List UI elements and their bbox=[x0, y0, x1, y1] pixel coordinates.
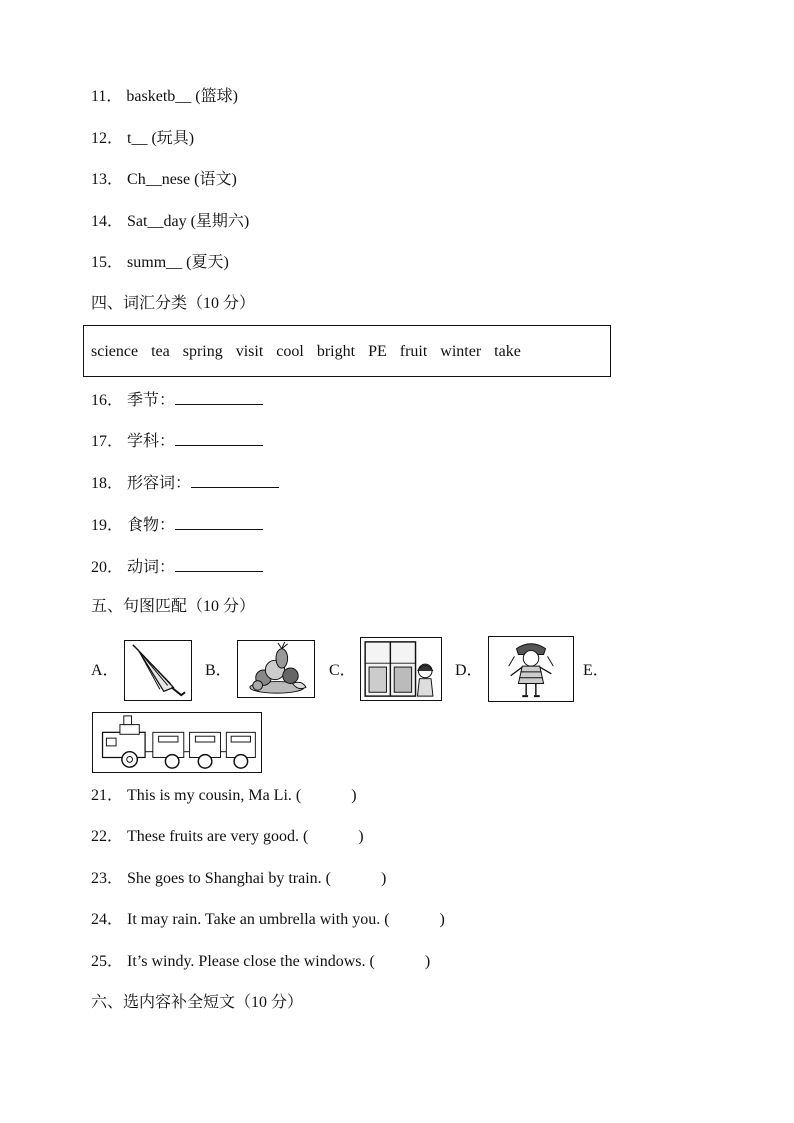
item-label: 动词： bbox=[127, 559, 176, 576]
picture-label-c: C． bbox=[329, 662, 356, 679]
picture-label-a: A． bbox=[91, 662, 119, 679]
word-bank-word: visit bbox=[235, 343, 264, 360]
item-15 bbox=[91, 253, 229, 273]
section-4-title: 四、词汇分类（10 分） bbox=[91, 295, 256, 312]
word-bank-box bbox=[83, 325, 611, 377]
item-13 bbox=[91, 170, 237, 190]
item-label: 学科： bbox=[127, 433, 176, 450]
item-12 bbox=[91, 129, 194, 149]
close-paren: ) bbox=[358, 828, 364, 845]
word-bank-word: bright bbox=[316, 343, 356, 360]
item-23 bbox=[91, 869, 386, 889]
item-22 bbox=[91, 827, 364, 847]
section-6-title: 六、选内容补全短文（10 分） bbox=[91, 994, 304, 1011]
close-paren: ) bbox=[380, 870, 387, 887]
word-bank-word: science bbox=[91, 343, 139, 360]
item-label: 食物： bbox=[127, 517, 176, 534]
section-5-title: 五、句图匹配（10 分） bbox=[91, 598, 256, 615]
item-number: 18． bbox=[91, 475, 124, 492]
answer-blank[interactable] bbox=[191, 473, 279, 488]
answer-blank[interactable] bbox=[175, 515, 263, 530]
picture-label-b: B． bbox=[205, 662, 232, 679]
item-25 bbox=[91, 952, 430, 972]
item-number: 25． bbox=[91, 953, 124, 970]
girl-cousin-icon bbox=[488, 636, 574, 702]
item-24 bbox=[91, 910, 445, 930]
item-number: 11． bbox=[91, 88, 123, 105]
item-16 bbox=[91, 390, 263, 411]
word-bank bbox=[91, 343, 534, 361]
item-14 bbox=[91, 212, 249, 232]
item-18 bbox=[91, 473, 279, 494]
item-11 bbox=[91, 87, 238, 107]
item-text: Ch__nese (语文) bbox=[127, 171, 237, 188]
item-label: 形容词： bbox=[127, 475, 192, 492]
item-number: 20． bbox=[91, 559, 124, 576]
item-number: 17． bbox=[91, 433, 124, 450]
word-bank-word: fruit bbox=[399, 343, 428, 360]
umbrella-icon bbox=[124, 640, 192, 701]
item-number: 16． bbox=[91, 392, 124, 409]
close-paren: ) bbox=[439, 911, 445, 928]
item-number: 12． bbox=[91, 130, 124, 147]
word-bank-word: spring bbox=[182, 343, 223, 360]
item-text: It’s windy. Please close the windows. ( bbox=[127, 953, 375, 970]
item-number: 14． bbox=[91, 213, 124, 230]
item-number: 21． bbox=[91, 787, 124, 804]
item-19 bbox=[91, 515, 263, 536]
answer-blank[interactable] bbox=[175, 390, 263, 405]
picture-label-d: D． bbox=[455, 662, 483, 679]
item-text: She goes to Shanghai by train. ( bbox=[127, 870, 331, 887]
close-paren: ) bbox=[351, 787, 357, 804]
word-bank-word: cool bbox=[276, 343, 304, 360]
item-number: 13． bbox=[91, 171, 124, 188]
train-icon bbox=[92, 712, 262, 773]
fruit-basket-icon bbox=[237, 640, 315, 698]
picture-label-e: E． bbox=[583, 662, 609, 679]
item-20 bbox=[91, 557, 263, 578]
word-bank-word: take bbox=[494, 343, 521, 360]
item-text: It may rain. Take an umbrella with you. ( bbox=[127, 911, 390, 928]
answer-blank[interactable] bbox=[175, 557, 263, 572]
item-number: 22． bbox=[91, 828, 124, 845]
item-number: 23． bbox=[91, 870, 124, 887]
item-label: 季节： bbox=[127, 392, 176, 409]
item-21 bbox=[91, 786, 357, 806]
word-bank-word: winter bbox=[440, 343, 482, 360]
item-17 bbox=[91, 431, 263, 452]
item-number: 19． bbox=[91, 517, 124, 534]
item-text: This is my cousin, Ma Li. ( bbox=[127, 787, 302, 804]
word-bank-word: PE bbox=[368, 343, 387, 360]
item-text: basketb__ (篮球) bbox=[126, 88, 238, 105]
close-paren: ) bbox=[424, 953, 431, 970]
answer-blank[interactable] bbox=[175, 431, 263, 446]
item-text: Sat__day (星期六) bbox=[127, 213, 250, 230]
item-text: These fruits are very good. ( bbox=[127, 828, 309, 845]
item-text: summ__ (夏天) bbox=[127, 254, 229, 271]
window-girl-icon bbox=[360, 637, 442, 701]
item-number: 15． bbox=[91, 254, 124, 271]
item-number: 24． bbox=[91, 911, 124, 928]
word-bank-word: tea bbox=[151, 343, 170, 360]
item-text: t__ (玩具) bbox=[127, 130, 195, 147]
